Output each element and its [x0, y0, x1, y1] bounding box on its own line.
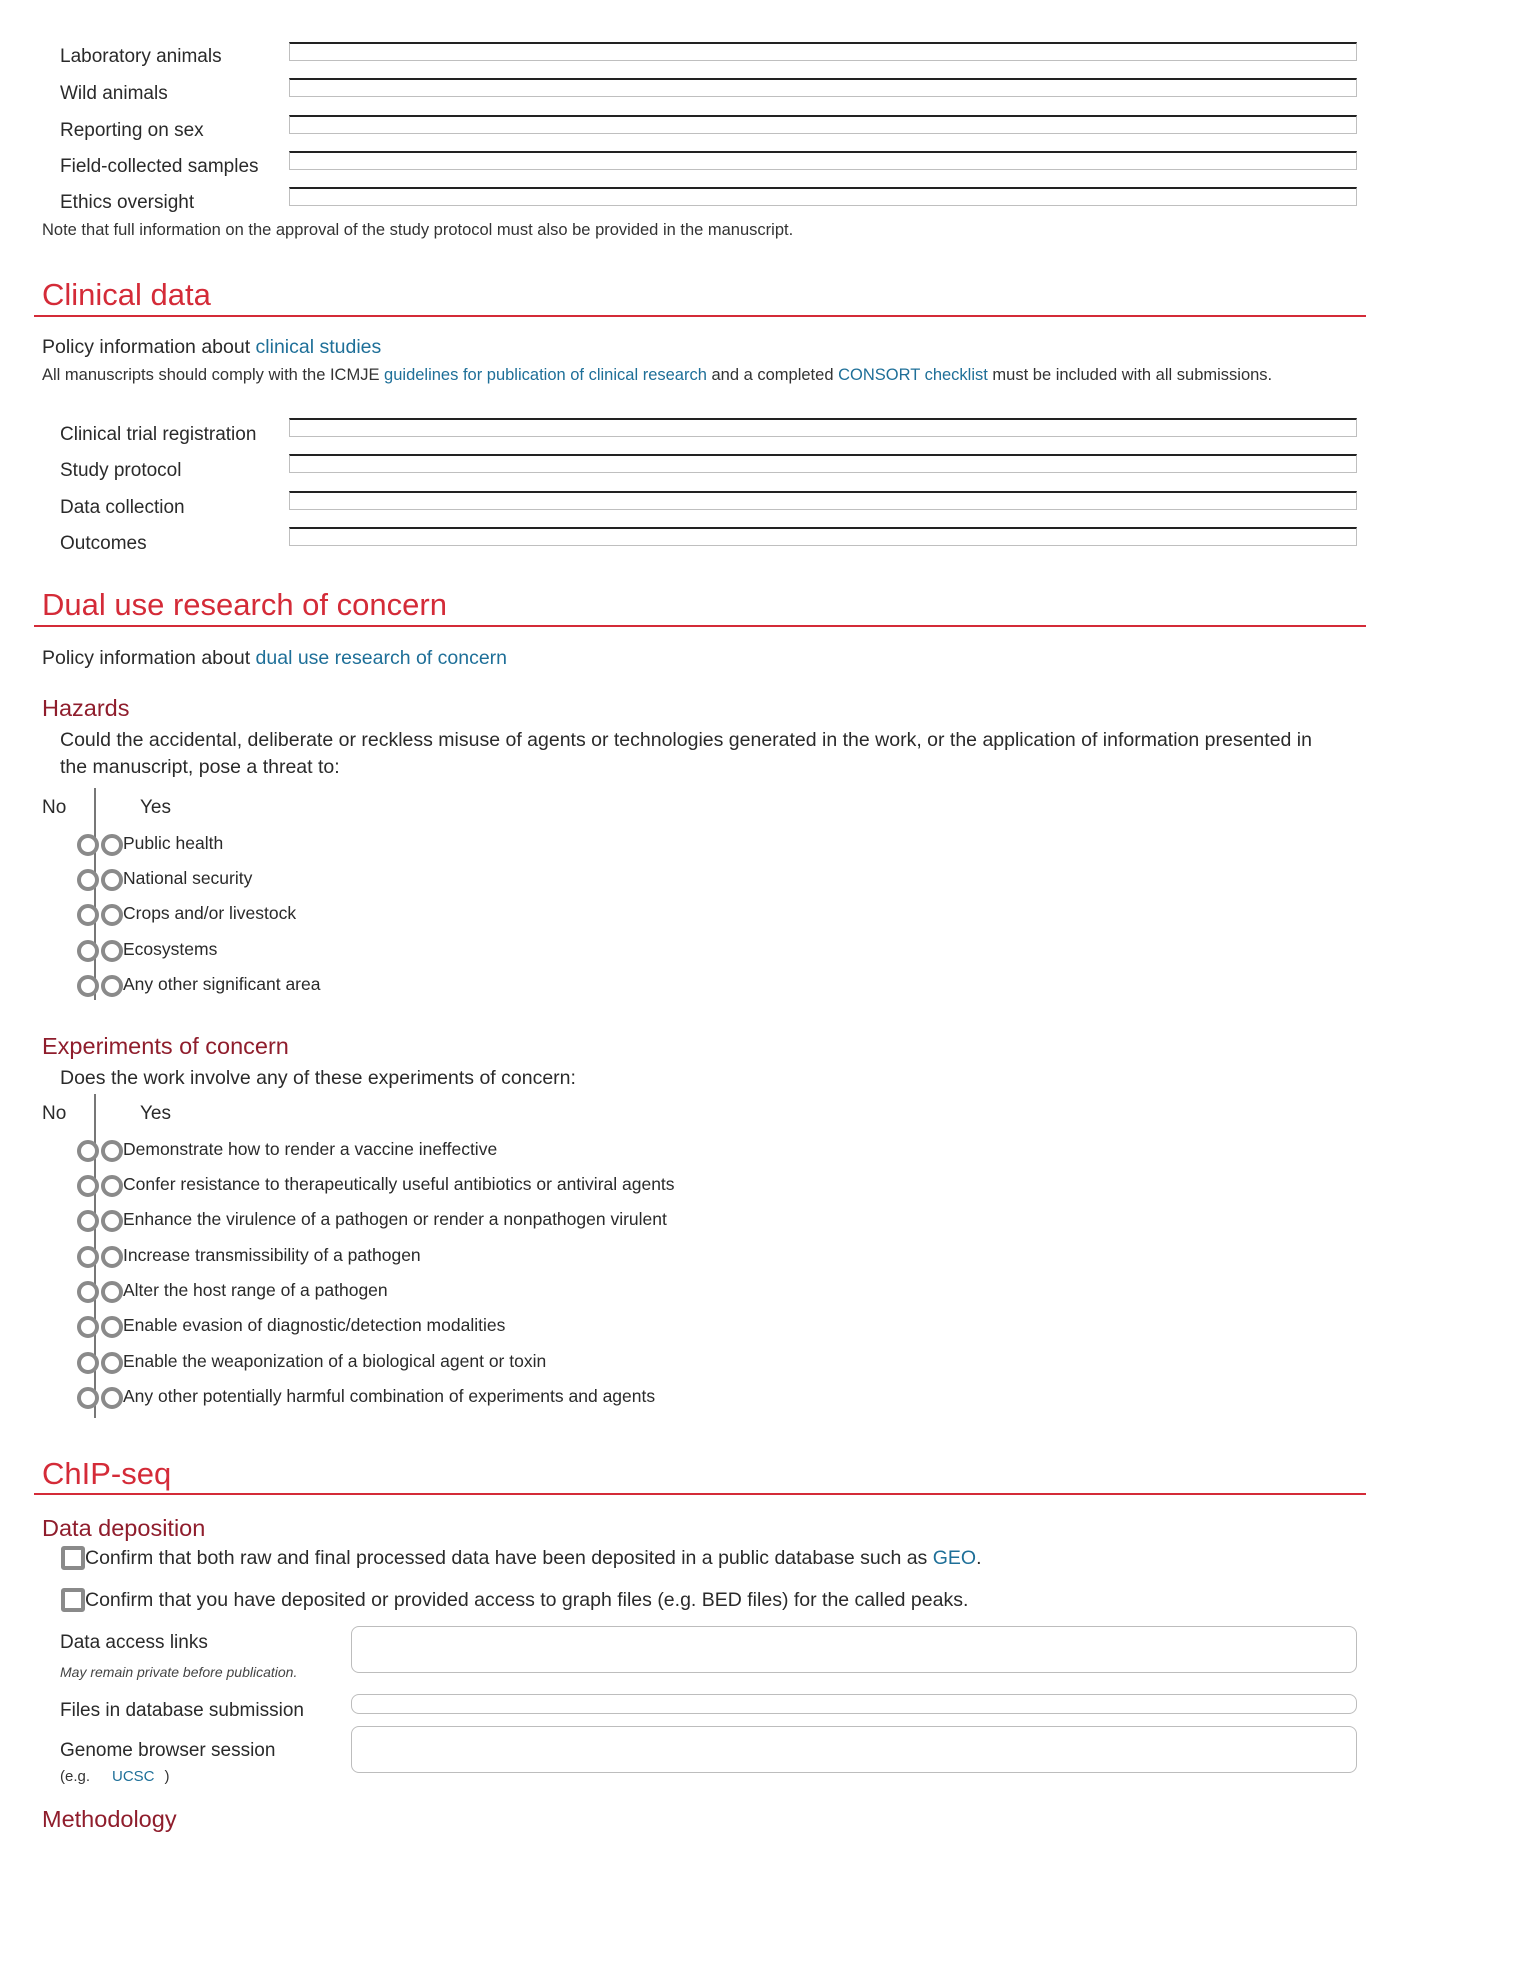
policy-line	[42, 647, 507, 670]
files-in-database-input[interactable]	[351, 1694, 1357, 1714]
methodology-title: Methodology	[42, 1806, 177, 1832]
study-protocol-input[interactable]	[289, 454, 1357, 473]
field-label: Reporting on sex	[60, 120, 204, 141]
yes-radio[interactable]	[101, 904, 123, 926]
yes-radio[interactable]	[101, 1175, 123, 1197]
no-column-label: No	[42, 1103, 67, 1124]
data-deposition-title: Data deposition	[42, 1515, 206, 1541]
consort-checklist-link[interactable]: CONSORT checklist	[838, 366, 988, 384]
yes-column-label: Yes	[140, 797, 171, 818]
radio-pair	[77, 834, 117, 856]
policy-line	[42, 336, 381, 359]
comply-line	[42, 366, 1272, 385]
option-label: Demonstrate how to render a vaccine ineffective	[123, 1139, 498, 1159]
yes-radio[interactable]	[101, 1246, 123, 1268]
yes-radio[interactable]	[101, 1316, 123, 1338]
genome-browser-session-input[interactable]	[351, 1726, 1357, 1773]
no-radio[interactable]	[77, 834, 99, 856]
option-label: Enable the weaponization of a biological agent or toxin	[123, 1351, 547, 1371]
hazards-question-line1: Could the accidental, deliberate or reckless misuse of agents or technologies generated in the work, or the application of information presented in	[60, 729, 1312, 751]
no-radio[interactable]	[77, 1387, 99, 1409]
policy-text: Policy information about	[42, 647, 256, 669]
option-label: National security	[123, 868, 253, 888]
section-divider	[34, 1493, 1366, 1495]
wild-animals-input[interactable]	[289, 78, 1357, 97]
field-label: Field-collected samples	[60, 156, 259, 177]
geo-link[interactable]: GEO	[932, 1547, 977, 1569]
option-label: Confer resistance to therapeutically useful antibiotics or antiviral agents	[123, 1174, 675, 1194]
option-label: Any other significant area	[123, 974, 321, 994]
option-label: Enable evasion of diagnostic/detection modalities	[123, 1315, 506, 1335]
option-label: Enhance the virulence of a pathogen or render a nonpathogen virulent	[123, 1209, 667, 1229]
radio-pair	[77, 975, 117, 997]
option-label: Increase transmissibility of a pathogen	[123, 1245, 421, 1265]
no-radio[interactable]	[77, 1175, 99, 1197]
field-label: Study protocol	[60, 460, 182, 481]
genome-browser-sublabel	[60, 1768, 170, 1785]
option-label: Any other potentially harmful combination of experiments and agents	[123, 1386, 656, 1406]
policy-text: Policy information about	[42, 336, 256, 358]
clinical-studies-link[interactable]: clinical studies	[255, 336, 382, 358]
confirm-line	[85, 1547, 981, 1570]
comply-text: must be included with all submissions.	[987, 366, 1273, 384]
no-radio[interactable]	[77, 975, 99, 997]
no-radio[interactable]	[77, 869, 99, 891]
no-radio[interactable]	[77, 1352, 99, 1374]
hazards-title: Hazards	[42, 695, 130, 721]
data-collection-input[interactable]	[289, 491, 1357, 510]
field-label: Outcomes	[60, 533, 147, 554]
ethics-oversight-input[interactable]	[289, 187, 1357, 206]
no-radio[interactable]	[77, 1140, 99, 1162]
column-divider	[94, 788, 96, 1000]
dual-use-link[interactable]: dual use research of concern	[255, 647, 508, 669]
field-label: Clinical trial registration	[60, 424, 257, 445]
sublabel-text: (e.g.	[60, 1768, 91, 1785]
experiments-title: Experiments of concern	[42, 1033, 289, 1059]
comply-text: and a completed	[706, 366, 839, 384]
no-radio[interactable]	[77, 1281, 99, 1303]
yes-radio[interactable]	[101, 1352, 123, 1374]
yes-radio[interactable]	[101, 1281, 123, 1303]
option-label: Alter the host range of a pathogen	[123, 1280, 388, 1300]
radio-pair	[77, 1387, 117, 1409]
option-label: Crops and/or livestock	[123, 903, 297, 923]
field-label: Ethics oversight	[60, 192, 195, 213]
section-title: ChIP-seq	[42, 1456, 172, 1491]
yes-column-label: Yes	[140, 1103, 171, 1124]
yes-radio[interactable]	[101, 975, 123, 997]
radio-pair	[77, 1352, 117, 1374]
section-divider	[34, 315, 1366, 317]
yes-radio[interactable]	[101, 869, 123, 891]
reporting-on-sex-input[interactable]	[289, 115, 1357, 134]
hazards-question-line2: the manuscript, pose a threat to:	[60, 756, 340, 778]
ethics-note: Note that full information on the approval of the study protocol must also be provided in the manuscript.	[42, 221, 794, 239]
no-column-label: No	[42, 797, 67, 818]
outcomes-input[interactable]	[289, 527, 1357, 546]
files-label: Files in database submission	[60, 1700, 304, 1721]
confirm-text: Confirm that both raw and final processed data have been deposited in a public database such as	[85, 1547, 933, 1569]
radio-pair	[77, 904, 117, 926]
radio-pair	[77, 1210, 117, 1232]
no-radio[interactable]	[77, 1316, 99, 1338]
option-label: Ecosystems	[123, 939, 218, 959]
field-label: Wild animals	[60, 83, 168, 104]
data-access-links-input[interactable]	[351, 1626, 1357, 1673]
confirm-data-deposited-checkbox[interactable]	[61, 1546, 85, 1570]
field-label: Data collection	[60, 497, 185, 518]
sublabel-text: )	[164, 1768, 170, 1785]
radio-pair	[77, 1281, 117, 1303]
yes-radio[interactable]	[101, 834, 123, 856]
yes-radio[interactable]	[101, 1140, 123, 1162]
radio-pair	[77, 1316, 117, 1338]
section-divider	[34, 625, 1366, 627]
no-radio[interactable]	[77, 940, 99, 962]
comply-text: All manuscripts should comply with the ICMJE	[42, 366, 385, 384]
radio-pair	[77, 1175, 117, 1197]
no-radio[interactable]	[77, 904, 99, 926]
no-radio[interactable]	[77, 1210, 99, 1232]
field-label: Laboratory animals	[60, 46, 222, 67]
section-title: Dual use research of concern	[42, 587, 447, 622]
radio-pair	[77, 1246, 117, 1268]
confirm-text: .	[976, 1547, 982, 1569]
data-access-label: Data access links	[60, 1632, 208, 1653]
radio-pair	[77, 1140, 117, 1162]
ucsc-link[interactable]: UCSC	[112, 1768, 155, 1785]
clinical-trial-registration-input[interactable]	[289, 418, 1357, 437]
genome-browser-label: Genome browser session	[60, 1740, 276, 1761]
no-radio[interactable]	[77, 1246, 99, 1268]
confirm-graph-files-text: Confirm that you have deposited or provided access to graph files (e.g. BED files) for the called peaks.	[85, 1589, 969, 1611]
icmje-guidelines-link[interactable]: guidelines for publication of clinical research	[384, 366, 707, 384]
radio-pair	[77, 869, 117, 891]
field-collected-samples-input[interactable]	[289, 151, 1357, 170]
section-title: Clinical data	[42, 277, 211, 312]
laboratory-animals-input[interactable]	[289, 42, 1357, 61]
yes-radio[interactable]	[101, 940, 123, 962]
experiments-question: Does the work involve any of these experiments of concern:	[60, 1067, 576, 1089]
yes-radio[interactable]	[101, 1210, 123, 1232]
confirm-graph-files-checkbox[interactable]	[61, 1588, 85, 1612]
radio-pair	[77, 940, 117, 962]
yes-radio[interactable]	[101, 1387, 123, 1409]
data-access-sublabel: May remain private before publication.	[60, 1664, 298, 1680]
option-label: Public health	[123, 833, 224, 853]
